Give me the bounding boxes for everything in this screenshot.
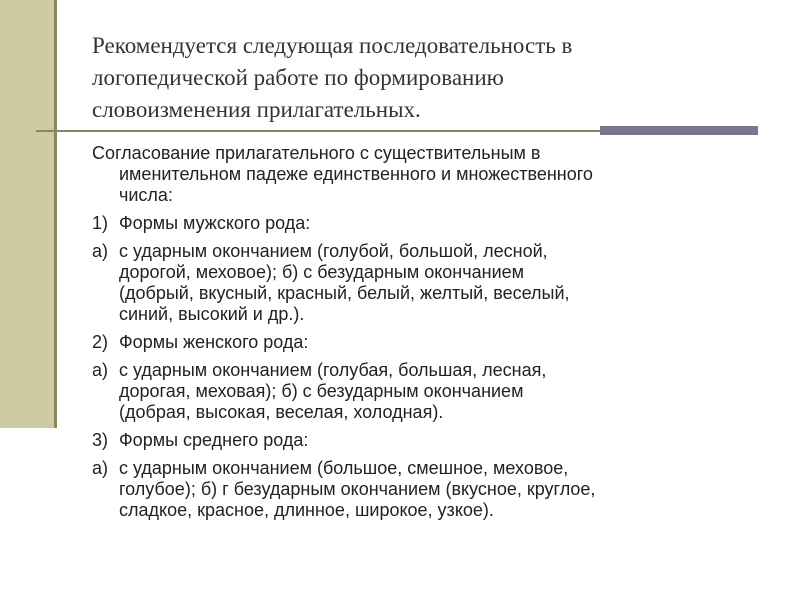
list-item-text: Формы среднего рода: [119,430,309,450]
list-item-3a [92,458,772,521]
list-item-line: голубое); б) г безударным окончанием (вкусное, круглое, [119,479,596,499]
list-letter: а) [92,458,109,478]
list-item-text: Формы женского рода: [119,332,309,352]
list-number: 3) [92,430,109,450]
list-item-2 [92,332,772,353]
list-item-line: дорогой, меховое); б) с безударным окончанием [119,262,525,282]
list-letter: а) [92,360,109,380]
list-item-line: (добрый, вкусный, красный, белый, желтый, веселый, [119,283,570,303]
title-line-2: логопедической работе по формированию [92,65,504,90]
side-decor-edge [54,0,57,428]
slide-title [92,30,752,126]
intro-paragraph [92,143,772,206]
list-letter: а) [92,241,109,261]
list-item-1a [92,241,772,325]
slide-body [92,143,772,528]
list-item-line: (добрая, высокая, веселая, холодная). [119,402,444,422]
list-item-2a [92,360,772,423]
list-number: 2) [92,332,109,352]
intro-line-1: Согласование прилагательного с существительным в [92,143,541,163]
list-item-line: с ударным окончанием (голубой, большой, лесной, [119,241,548,261]
list-item-line: с ударным окончанием (большое, смешное, меховое, [119,458,569,478]
list-item-line: сладкое, красное, длинное, широкое, узкое). [119,500,494,520]
title-line-3: словоизменения прилагательных. [92,97,421,122]
list-item-3 [92,430,772,451]
list-number: 1) [92,213,109,233]
intro-line-3: числа: [119,185,173,205]
list-item-text: Формы мужского рода: [119,213,311,233]
title-line-1: Рекомендуется следующая последовательность в [92,33,573,58]
list-item-line: синий, высокий и др.). [119,304,305,324]
list-item-line: дорогая, меховая); б) с безударным окончанием [119,381,524,401]
intro-line-2: именительном падеже единственного и множественного [119,164,593,184]
list-item-1 [92,213,772,234]
side-decor-bar [0,0,54,428]
list-item-line: с ударным окончанием (голубая, большая, лесная, [119,360,547,380]
title-divider-accent [600,126,758,135]
